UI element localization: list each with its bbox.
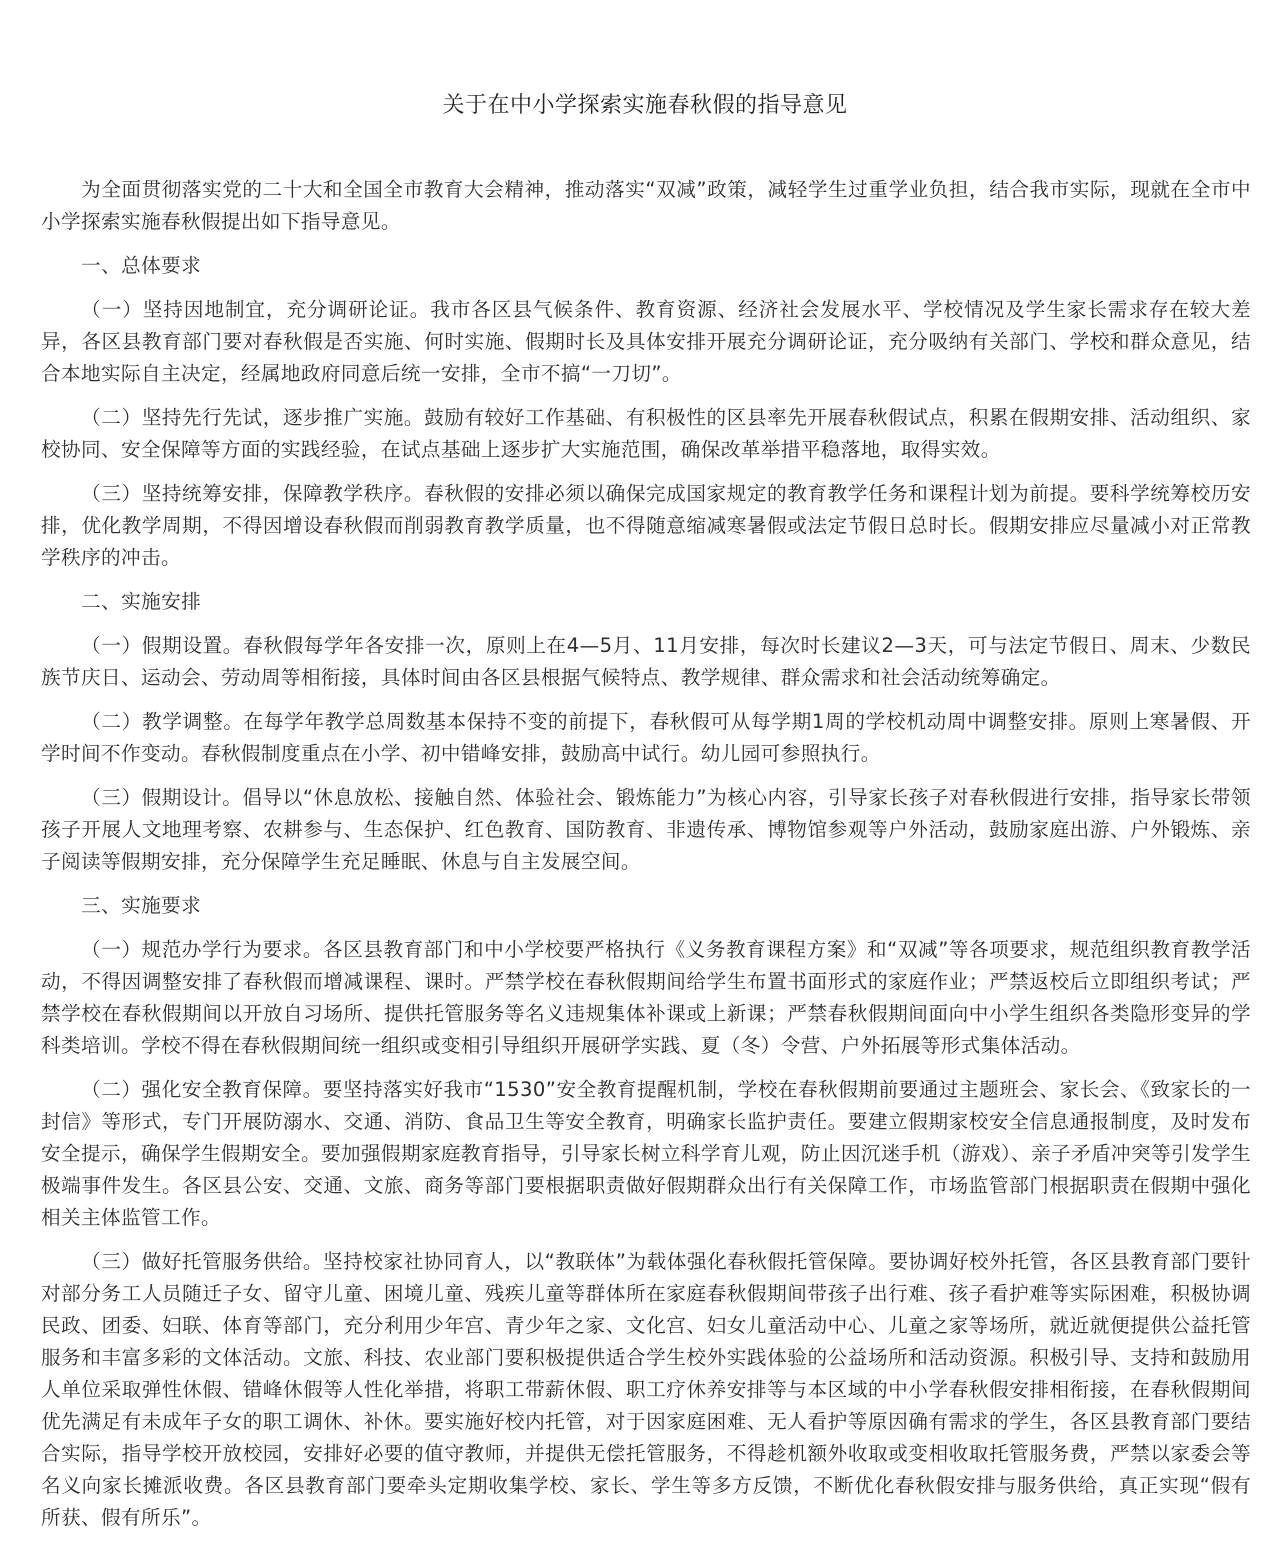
paragraph: （二）强化安全教育保障。要坚持落实好我市“1530”安全教育提醒机制，学校在春秋假期前要通过主题班会、家长会、《致家长的一封信》等形式，专门开展防溺水、交通、消防、食品卫生等安全教育，明确家长监护责任。要建立假期家校安全信息通报制度，及时发布安全提示，确保学生假期安全。要加强假期家庭教育指导，引导家长树立科学育儿观，防止因沉迷手机（游戏）、亲子矛盾冲突等引发学生极端事件发生。各区县公安、交通、文旅、商务等部门要根据职责做好假期群众出行有关保障工作，市场监管部门根据职责在假期中强化相关主体监管工作。 xyxy=(41,1078,1251,1229)
paragraph: （一）坚持因地制宜，充分调研论证。我市各区县气候条件、教育资源、经济社会发展水平、学校情况及学生家长需求存在较大差异，各区县教育部门要对春秋假是否实施、何时实施、假期时长及具体安排开展充分调研论证，充分吸纳有关部门、学校和群众意见，结合本地实际自主决定，经属地政府同意后统一安排，全市不搞“一刀切”。 xyxy=(41,298,1251,385)
paragraph: （二）坚持先行先试，逐步推广实施。鼓励有较好工作基础、有积极性的区县率先开展春秋假试点，积累在假期安排、活动组织、家校协同、安全保障等方面的实践经验，在试点基础上逐步扩大实施范围，确保改革举措平稳落地，取得实效。 xyxy=(41,406,1251,461)
paragraph: （一）规范办学行为要求。各区县教育部门和中小学校要严格执行《义务教育课程方案》和“双减”等各项要求，规范组织教育教学活动，不得因调整安排了春秋假而增减课程、课时。严禁学校在春秋假期间给学生布置书面形式的家庭作业；严禁返校后立即组织考试；严禁学校在春秋假期间以开放自习场所、提供托管服务等名义违规集体补课或上新课；严禁春秋假期间面向中小学生组织各类隐形变异的学科类培训。学校不得在春秋假期间统一组织或变相引导组织开展研学实践、夏（冬）令营、户外拓展等形式集体活动。 xyxy=(41,938,1251,1057)
section-heading: 一、总体要求 xyxy=(81,254,202,277)
document-title: 关于在中小学探索实施春秋假的指导意见 xyxy=(442,93,848,118)
section-heading: 二、实施安排 xyxy=(81,590,202,613)
paragraph: （三）做好托管服务供给。坚持校家社协同育人，以“教联体”为载体强化春秋假托管保障。要协调好校外托管，各区县教育部门要针对部分务工人员随迁子女、留守儿童、困境儿童、残疾儿童等群体所在家庭春秋假期间带孩子出行难、孩子看护难等实际困难，积极协调民政、团委、妇联、体育等部门，充分利用少年宫、青少年之家、文化宫、妇女儿童活动中心、儿童之家等场所，就近就便提供公益托管服务和丰富多彩的文体活动。文旅、科技、农业部门要积极提供适合学生校外实践体验的公益场所和活动资源。积极引导、支持和鼓励用人单位采取弹性休假、错峰休假等人性化举措，将职工带薪休假、职工疗休养安排等与本区域的中小学春秋假安排相衔接，在春秋假期间优先满足有未成年子女的职工调休、补休。要实施好校内托管，对于因家庭困难、无人看护等原因确有需求的学生，各区县教育部门要结合实际，指导学校开放校园，安排好必要的值守教师，并提供无偿托管服务，不得趁机额外收取或变相收取托管服务费，严禁以家委会等名义向家长摊派收费。各区县教育部门要牵头定期收集学校、家长、学生等多方反馈，不断优化春秋假安排与服务供给，真正实现“假有所获、假有所乐”。 xyxy=(41,1250,1251,1529)
section-heading: 三、实施要求 xyxy=(81,894,202,917)
paragraph: （三）假期设计。倡导以“休息放松、接触自然、体验社会、锻炼能力”为核心内容，引导家长孩子对春秋假进行安排，指导家长带领孩子开展人文地理考察、农耕参与、生态保护、红色教育、国防教育、非遗传承、博物馆参观等户外活动，鼓励家庭出游、户外锻炼、亲子阅读等假期安排，充分保障学生充足睡眠、休息与自主发展空间。 xyxy=(41,786,1251,873)
intro-paragraph: 为全面贯彻落实党的二十大和全国全市教育大会精神，推动落实“双减”政策，减轻学生过重学业负担，结合我市实际，现就在全市中小学探索实施春秋假提出如下指导意见。 xyxy=(41,178,1251,233)
paragraph: （二）教学调整。在每学年教学总周数基本保持不变的前提下，春秋假可从每学期1周的学校机动周中调整安排。原则上寒暑假、开学时间不作变动。春秋假制度重点在小学、初中错峰安排，鼓励高中试行。幼儿园可参照执行。 xyxy=(41,710,1251,765)
paragraph: （三）坚持统筹安排，保障教学秩序。春秋假的安排必须以确保完成国家规定的教育教学任务和课程计划为前提。要科学统筹校历安排，优化教学周期，不得因增设春秋假而削弱教育教学质量，也不得随意缩减寒暑假或法定节假日总时长。假期安排应尽量减小对正常教学秩序的冲击。 xyxy=(41,482,1251,569)
document-body xyxy=(41,174,1251,1546)
paragraph: （一）假期设置。春秋假每学年各安排一次，原则上在4—5月、11月安排，每次时长建议2—3天，可与法定节假日、周末、少数民族节庆日、运动会、劳动周等相衔接，具体时间由各区县根据气候特点、教学规律、群众需求和社会活动统筹确定。 xyxy=(41,634,1251,689)
